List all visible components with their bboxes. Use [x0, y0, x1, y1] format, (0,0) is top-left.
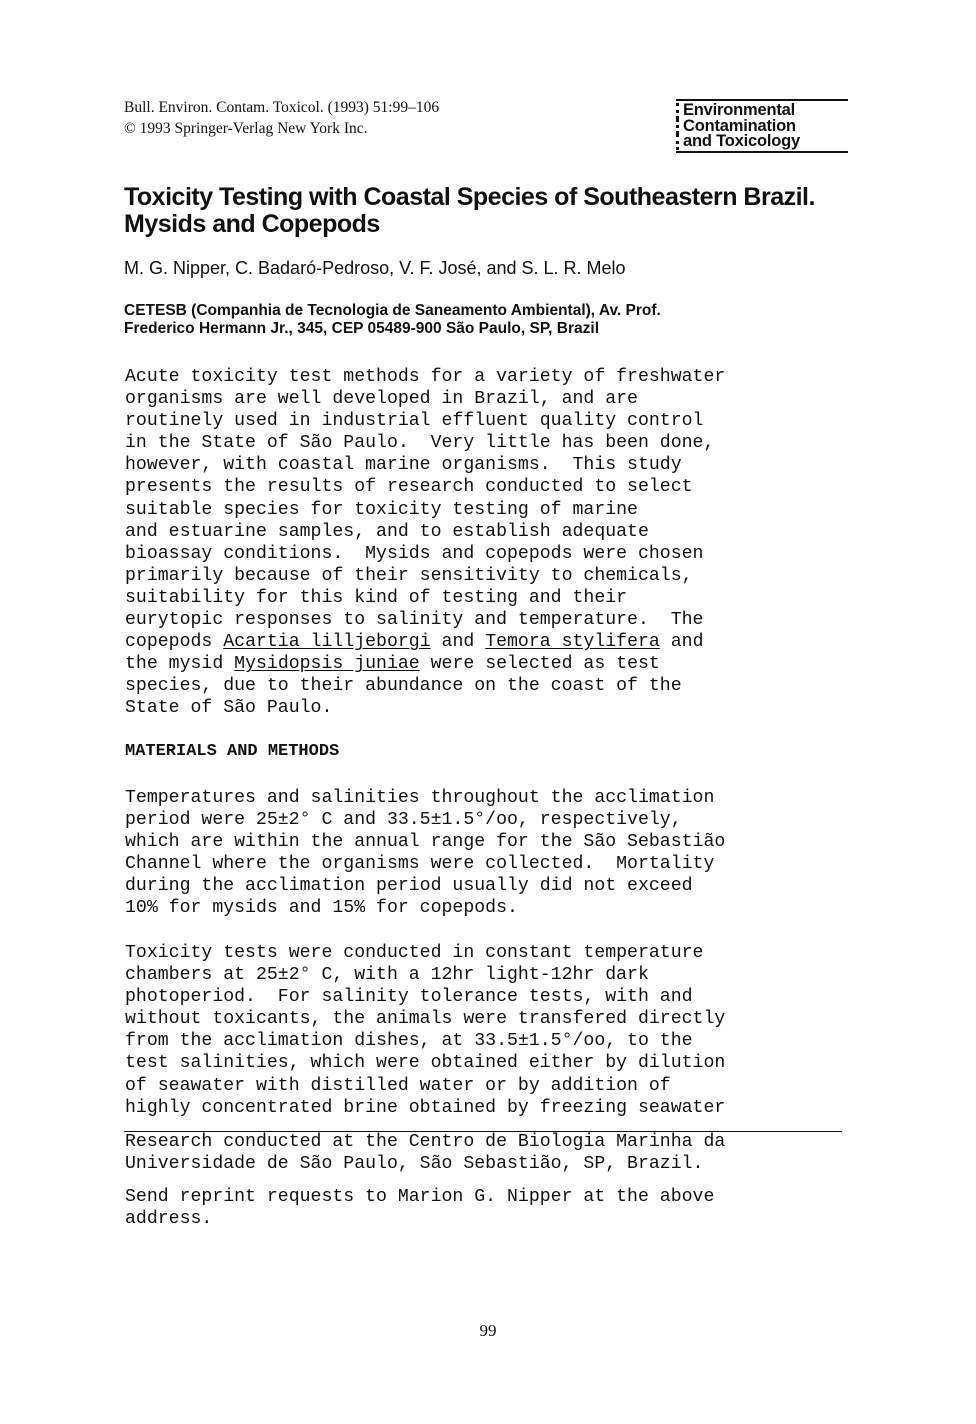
text-line: and estuarine samples, and to establish adequate — [125, 521, 649, 542]
methods-paragraph-1 — [125, 787, 855, 920]
text-line: Acute toxicity test methods for a variety of freshwater — [125, 367, 726, 387]
text-segment: and — [659, 632, 704, 653]
affiliation — [124, 302, 844, 338]
text-line: photoperiod. For salinity tolerance tests, with and — [125, 987, 693, 1008]
text-line: Temperatures and salinities throughout the acclimation — [125, 788, 715, 808]
affiliation-line: Frederico Hermann Jr., 345, CEP 05489-900 São Paulo, SP, Brazil — [124, 320, 599, 337]
citation-line: Bull. Environ. Contam. Toxicol. (1993) 51:99–106 — [124, 99, 440, 116]
text-line: highly concentrated brine obtained by freezing seawater — [125, 1097, 726, 1118]
footnote-line: Universidade de São Paulo, São Sebastião, SP, Brazil. — [125, 1154, 704, 1175]
text-segment: the mysid — [125, 654, 235, 675]
text-line: suitable species for toxicity testing of marine — [125, 499, 638, 520]
text-line: organisms are well developed in Brazil, and are — [125, 389, 638, 410]
text-line: period were 25±2° C and 33.5±1.5°/oo, respectively, — [125, 810, 682, 831]
text-line: Channel where the organisms were collected. Mortality — [125, 854, 715, 875]
text-segment: were selected as test — [419, 654, 660, 675]
text-line — [125, 653, 855, 675]
text-line: primarily because of their sensitivity to chemicals, — [125, 565, 693, 586]
text-line: during the acclimation period usually did not exceed — [125, 876, 693, 897]
affiliation-line: CETESB (Companhia de Tecnologia de Saneamento Ambiental), Av. Prof. — [124, 302, 661, 319]
text-line: test salinities, which were obtained either by dilution — [125, 1053, 726, 1074]
footnote-reprint — [125, 1186, 855, 1230]
text-line: presents the results of research conducted to select — [125, 477, 693, 498]
text-line: 10% for mysids and 15% for copepods. — [125, 898, 518, 919]
text-line: routinely used in industrial effluent quality control — [125, 411, 704, 432]
text-line: species, due to their abundance on the coast of the — [125, 676, 682, 697]
journal-logo — [676, 99, 848, 153]
text-line: in the State of São Paulo. Very little has been done, — [125, 433, 715, 454]
text-line: without toxicants, the animals were transfered directly — [125, 1009, 726, 1030]
article-title: Toxicity Testing with Coastal Species of Southeastern Brazil. Mysids and Copepods — [124, 183, 815, 238]
methods-paragraph-2 — [125, 942, 855, 1119]
text-line: State of São Paulo. — [125, 698, 333, 719]
journal-logo-line: and Toxicology — [676, 134, 848, 150]
journal-logo-line: Contamination — [676, 119, 848, 135]
intro-paragraph — [125, 366, 855, 720]
text-segment: and — [430, 632, 486, 653]
author-list: M. G. Nipper, C. Badaró-Pedroso, V. F. José, and S. L. R. Melo — [124, 258, 626, 278]
footnote-research — [125, 1131, 855, 1175]
footnote-line: Research conducted at the Centro de Biologia Marinha da — [125, 1132, 726, 1152]
citation-header — [124, 97, 584, 139]
footnote-line: Send reprint requests to Marion G. Nipper at the above — [125, 1187, 715, 1207]
text-line — [125, 631, 855, 653]
species-name-temora: Temora stylifera — [485, 632, 660, 653]
species-name-acartia: Acartia lilljeborgi — [223, 632, 431, 653]
text-line: which are within the annual range for the São Sebastião — [125, 832, 726, 853]
species-name-mysidopsis: Mysidopsis juniae — [234, 654, 420, 675]
text-line: however, with coastal marine organisms. This study — [125, 455, 682, 476]
copyright-line: © 1993 Springer-Verlag New York Inc. — [124, 120, 368, 137]
text-line: from the acclimation dishes, at 33.5±1.5°/oo, to the — [125, 1031, 693, 1052]
text-line: suitability for this kind of testing and their — [125, 587, 628, 608]
text-line: Toxicity tests were conducted in constant temperature — [125, 943, 704, 963]
text-segment: copepods — [125, 632, 224, 653]
text-line: eurytopic responses to salinity and temperature. The — [125, 610, 704, 631]
footnote-line: address. — [125, 1209, 213, 1230]
text-line: of seawater with distilled water or by addition of — [125, 1075, 671, 1096]
text-line: bioassay conditions. Mysids and copepods were chosen — [125, 543, 704, 564]
page-number: 99 — [479, 1321, 497, 1340]
section-heading: MATERIALS AND METHODS — [125, 742, 340, 761]
text-line: chambers at 25±2° C, with a 12hr light-12hr dark — [125, 965, 649, 986]
journal-logo-line: Environmental — [676, 103, 848, 119]
